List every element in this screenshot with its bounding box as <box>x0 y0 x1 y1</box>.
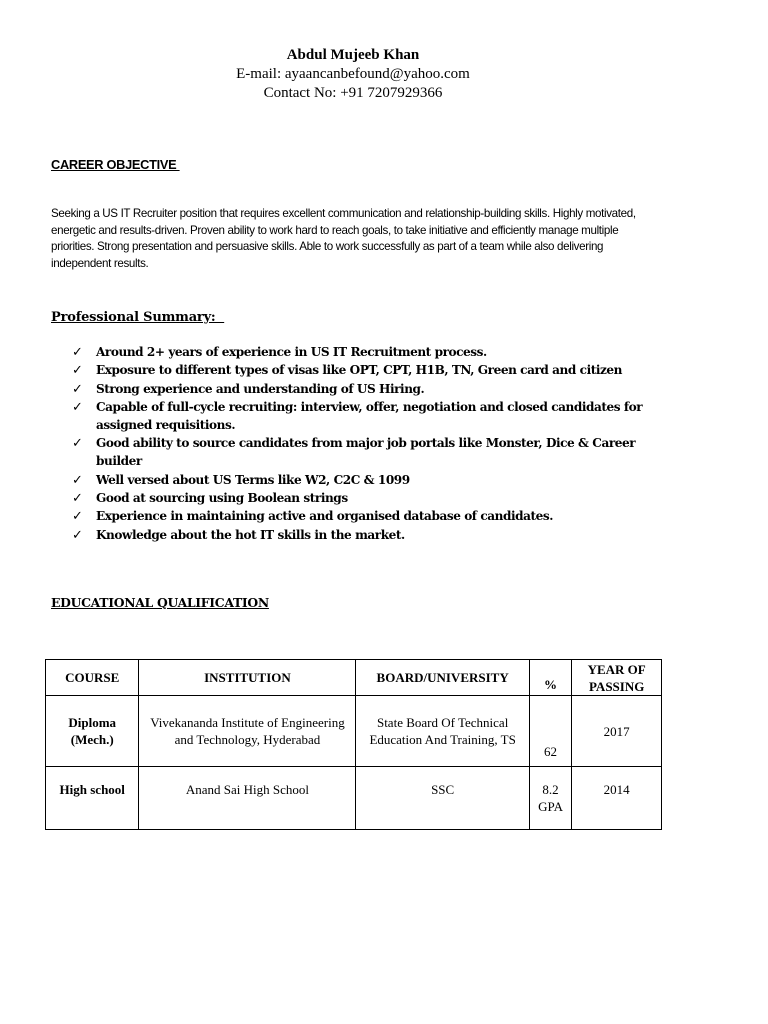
checkmark-icon: ✓ <box>72 363 83 379</box>
checkmark-icon: ✓ <box>72 490 83 506</box>
table-header-row <box>46 660 662 696</box>
cell-course: Diploma (Mech.) <box>46 696 139 767</box>
list-item: ✓ Around 2+ years of experience in US IT Recruitment process. <box>72 345 487 360</box>
email-line: E-mail: ayaancanbefound@yahoo.com <box>236 66 470 82</box>
checkmark-icon: ✓ <box>72 345 83 360</box>
cell-course: High school <box>46 767 139 830</box>
cell-year: 2014 <box>572 767 662 830</box>
cell-institution: Vivekananda Institute of Engineering and Technology, Hyderabad <box>139 696 356 767</box>
header-year: YEAR OF PASSING <box>572 660 662 696</box>
education-table <box>45 659 662 830</box>
cell-board: SSC <box>356 767 529 830</box>
header-institution: INSTITUTION <box>139 660 356 696</box>
cell-board: State Board Of Technical Education And Training, TS <box>356 696 529 767</box>
list-item: ✓ Good ability to source candidates from major job portals like Monster, Dice & Career builder <box>72 436 636 469</box>
candidate-name: Abdul Mujeeb Khan <box>286 47 420 63</box>
cell-institution: Anand Sai High School <box>139 767 356 830</box>
checkmark-icon: ✓ <box>72 527 83 543</box>
checkmark-icon: ✓ <box>72 509 83 525</box>
header-course: COURSE <box>46 660 139 696</box>
checkmark-icon: ✓ <box>72 436 83 452</box>
contact-line: Contact No: +91 7207929366 <box>263 85 443 101</box>
checkmark-icon: ✓ <box>72 381 83 397</box>
cell-year: 2017 <box>572 696 662 767</box>
table-row <box>46 696 662 767</box>
table-row <box>46 767 662 830</box>
cell-percent: 8.2 GPA <box>529 767 571 830</box>
list-item: ✓ Knowledge about the hot IT skills in the market. <box>72 527 405 543</box>
checkmark-icon: ✓ <box>72 400 83 416</box>
list-item: ✓ Well versed about US Terms like W2, C2C & 1099 <box>72 472 410 488</box>
list-item: ✓ Experience in maintaining active and organised database of candidates. <box>72 509 554 525</box>
list-item: ✓ Good at sourcing using Boolean strings <box>72 490 348 506</box>
career-objective-heading: CAREER OBJECTIVE <box>51 157 180 172</box>
resume-header <box>0 46 706 103</box>
professional-summary-list <box>72 344 662 545</box>
header-board: BOARD/UNIVERSITY <box>356 660 529 696</box>
header-percent: % <box>529 660 571 696</box>
list-item: ✓ Strong experience and understanding of US Hiring. <box>72 381 425 397</box>
professional-summary-heading: Professional Summary: <box>51 310 225 325</box>
cell-percent: 62 <box>529 696 571 767</box>
education-heading: EDUCATIONAL QUALIFICATION <box>51 595 269 610</box>
checkmark-icon: ✓ <box>72 472 83 488</box>
list-item: ✓ Exposure to different types of visas like OPT, CPT, H1B, TN, Green card and citizen <box>72 363 622 379</box>
list-item: ✓ Capable of full-cycle recruiting: interview, offer, negotiation and closed candidates for assigned requisitions. <box>72 400 643 432</box>
career-objective-text: Seeking a US IT Recruiter position that requires excellent communication and relationship-building skills. Highly motivated, energetic and results-driven. Proven ability to work hard to reach goals, to take initiative and efficiently manage multiple priorities. Strong presentation and persuasive skills. Able to work successfully as part of a team while also delivering independent results. <box>51 207 636 270</box>
